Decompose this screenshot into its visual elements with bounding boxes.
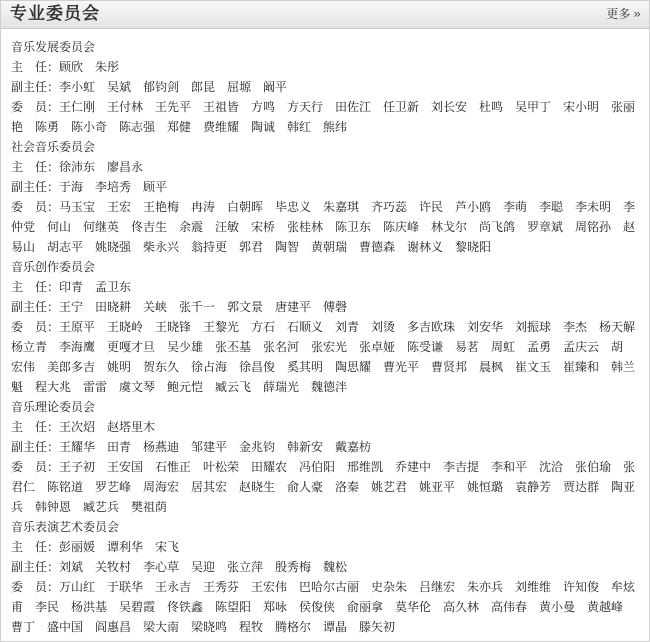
line-text: 音乐创作委员会 bbox=[11, 260, 96, 274]
member-line bbox=[11, 557, 637, 577]
line-text: 艳 陈勇 陈小奇 陈志强 郑健 费维耀 陶诚 韩红 熊纬 bbox=[11, 120, 348, 134]
line-text: 王子初 王安国 石惟正 叶松荣 田耀农 冯伯阳 邢维凯 乔建中 李吉提 李和平 沈洽 张伯瑜 张 bbox=[59, 460, 636, 474]
member-line bbox=[11, 297, 637, 317]
member-line bbox=[11, 157, 637, 177]
member-line bbox=[11, 57, 637, 77]
member-line bbox=[11, 437, 637, 457]
line-text: 刘斌 关牧村 李心草 吴迎 张立萍 殷秀梅 魏松 bbox=[59, 560, 348, 574]
more-link[interactable] bbox=[606, 7, 639, 22]
line-text: 顾欣 朱彤 bbox=[59, 60, 120, 74]
line-text: 兵 韩钟恩 臧艺兵 樊祖荫 bbox=[11, 500, 168, 514]
role-label: 副主任： bbox=[11, 440, 60, 454]
line-text: 万山红 于联华 王永吉 王秀芬 王宏伟 巴哈尔古丽 史杂朱 吕继宏 朱亦兵 刘维维 许知俊 牟炫 bbox=[59, 580, 636, 594]
line-text: 社会音乐委员会 bbox=[11, 140, 96, 154]
line-text: 李小虹 吴斌 郁钧剑 郎昆 屈塬 阚平 bbox=[59, 80, 288, 94]
line-text: 音乐发展委员会 bbox=[11, 40, 96, 54]
text-line bbox=[11, 337, 637, 357]
role-label: 委 员： bbox=[11, 580, 60, 594]
text-line bbox=[11, 397, 637, 417]
line-text: 王原平 王晓岭 王晓锋 王黎光 方石 石顺义 刘青 刘烫 多吉欧珠 刘安华 刘振球 李杰 杨天解 bbox=[59, 320, 636, 334]
line-text: 曹丁 盛中国 阎惠昌 梁大南 梁晓鸣 程牧 腾格尔 谭晶 滕矢初 bbox=[11, 620, 396, 634]
role-label: 副主任： bbox=[11, 300, 60, 314]
line-text: 徐沛东 廖昌永 bbox=[59, 160, 144, 174]
text-line bbox=[11, 37, 637, 57]
text-line bbox=[11, 257, 637, 277]
text-line bbox=[11, 357, 637, 377]
role-label: 主 任： bbox=[11, 420, 60, 434]
role-label: 副主任： bbox=[11, 560, 60, 574]
more-label[interactable]: 更多 bbox=[606, 7, 631, 21]
role-label: 主 任： bbox=[11, 280, 60, 294]
text-line bbox=[11, 477, 637, 497]
member-line bbox=[11, 197, 637, 217]
line-text: 仲党 何山 何继英 佟吉生 余震 汪敏 宋桥 张桂林 陈卫东 陈庆峰 林戈尔 尚飞鸽 罗章斌 周铭孙 赵 bbox=[11, 220, 636, 234]
member-line bbox=[11, 77, 637, 97]
member-line bbox=[11, 317, 637, 337]
line-text: 音乐表演艺术委员会 bbox=[11, 520, 120, 534]
line-text: 王宁 田晓耕 关峡 张千一 郭文景 唐建平 傅磬 bbox=[59, 300, 348, 314]
line-text: 王耀华 田青 杨燕迪 邹建平 金兆钧 韩新安 戴嘉枋 bbox=[59, 440, 372, 454]
line-text: 音乐理论委员会 bbox=[11, 400, 96, 414]
line-text: 马玉宝 王宏 王艳梅 冉涛 白朝晖 毕忠义 朱嘉琪 齐巧蕊 许民 芦小鸥 李萌 李聪 李未明 李 bbox=[59, 200, 636, 214]
text-line bbox=[11, 217, 637, 237]
member-line bbox=[11, 177, 637, 197]
member-line bbox=[11, 97, 637, 117]
member-line bbox=[11, 577, 637, 597]
line-text: 于海 李培秀 顾平 bbox=[59, 180, 168, 194]
role-label: 副主任： bbox=[11, 80, 60, 94]
role-label: 主 任： bbox=[11, 540, 60, 554]
text-line bbox=[11, 237, 637, 257]
line-text: 印青 孟卫东 bbox=[59, 280, 132, 294]
text-line bbox=[11, 597, 637, 617]
line-text: 宏伟 美郎多吉 姚明 贺东久 徐占海 徐昌俊 奚其明 陶思耀 曹光平 曹贤邦 晨枫 崔文玉 崔臻和 韩兰 bbox=[11, 360, 636, 374]
role-label: 委 员： bbox=[11, 200, 60, 214]
member-line bbox=[11, 537, 637, 557]
line-text: 君仁 陈铭道 罗艺峰 周海宏 居其宏 赵晓生 俞人豪 洛秦 姚艺君 姚亚平 姚恒璐 袁静芳 贾达群 陶亚 bbox=[11, 480, 636, 494]
member-line bbox=[11, 277, 637, 297]
panel-title: 专业委员会 bbox=[10, 4, 100, 24]
role-label: 委 员： bbox=[11, 460, 60, 474]
member-line bbox=[11, 457, 637, 477]
panel-header bbox=[1, 1, 649, 29]
role-label: 委 员： bbox=[11, 100, 60, 114]
role-label: 主 任： bbox=[11, 60, 60, 74]
committee-list bbox=[11, 37, 637, 637]
text-line bbox=[11, 137, 637, 157]
text-line bbox=[11, 377, 637, 397]
role-label: 委 员： bbox=[11, 320, 60, 334]
line-text: 魁 程大兆 雷雷 虞文琴 鲍元恺 臧云飞 薛瑞光 魏德泮 bbox=[11, 380, 348, 394]
line-text: 易山 胡志平 姚晓强 柴永兴 翁持更 郭君 陶智 黄朝瑞 曹德森 谢林义 黎晓阳 bbox=[11, 240, 492, 254]
text-line bbox=[11, 617, 637, 637]
line-text: 王次炤 赵塔里木 bbox=[59, 420, 156, 434]
line-text: 王仁刚 王付林 王先平 王祖皆 方鸣 方天行 田佐江 任卫新 刘长安 杜鸣 吴甲丁 宋小明 张丽 bbox=[59, 100, 636, 114]
line-text: 彭丽媛 谭利华 宋飞 bbox=[59, 540, 180, 554]
text-line bbox=[11, 117, 637, 137]
member-line bbox=[11, 417, 637, 437]
double-chevron-right-icon[interactable]: ›› bbox=[633, 7, 639, 21]
role-label: 副主任： bbox=[11, 180, 60, 194]
text-line bbox=[11, 517, 637, 537]
line-text: 甫 李民 杨洪基 吴碧霞 佟铁鑫 陈望阳 郑咏 侯俊侠 俞丽拿 莫华伦 高久林 高伟春 黄小曼 黄越峰 bbox=[11, 600, 624, 614]
text-line bbox=[11, 497, 637, 517]
role-label: 主 任： bbox=[11, 160, 60, 174]
line-text: 杨立青 李海鹰 更嘎才旦 吴少雄 张丕基 张名河 张宏光 张卓娅 陈受谦 易茗 周虹 孟勇 孟庆云 胡 bbox=[11, 340, 624, 354]
